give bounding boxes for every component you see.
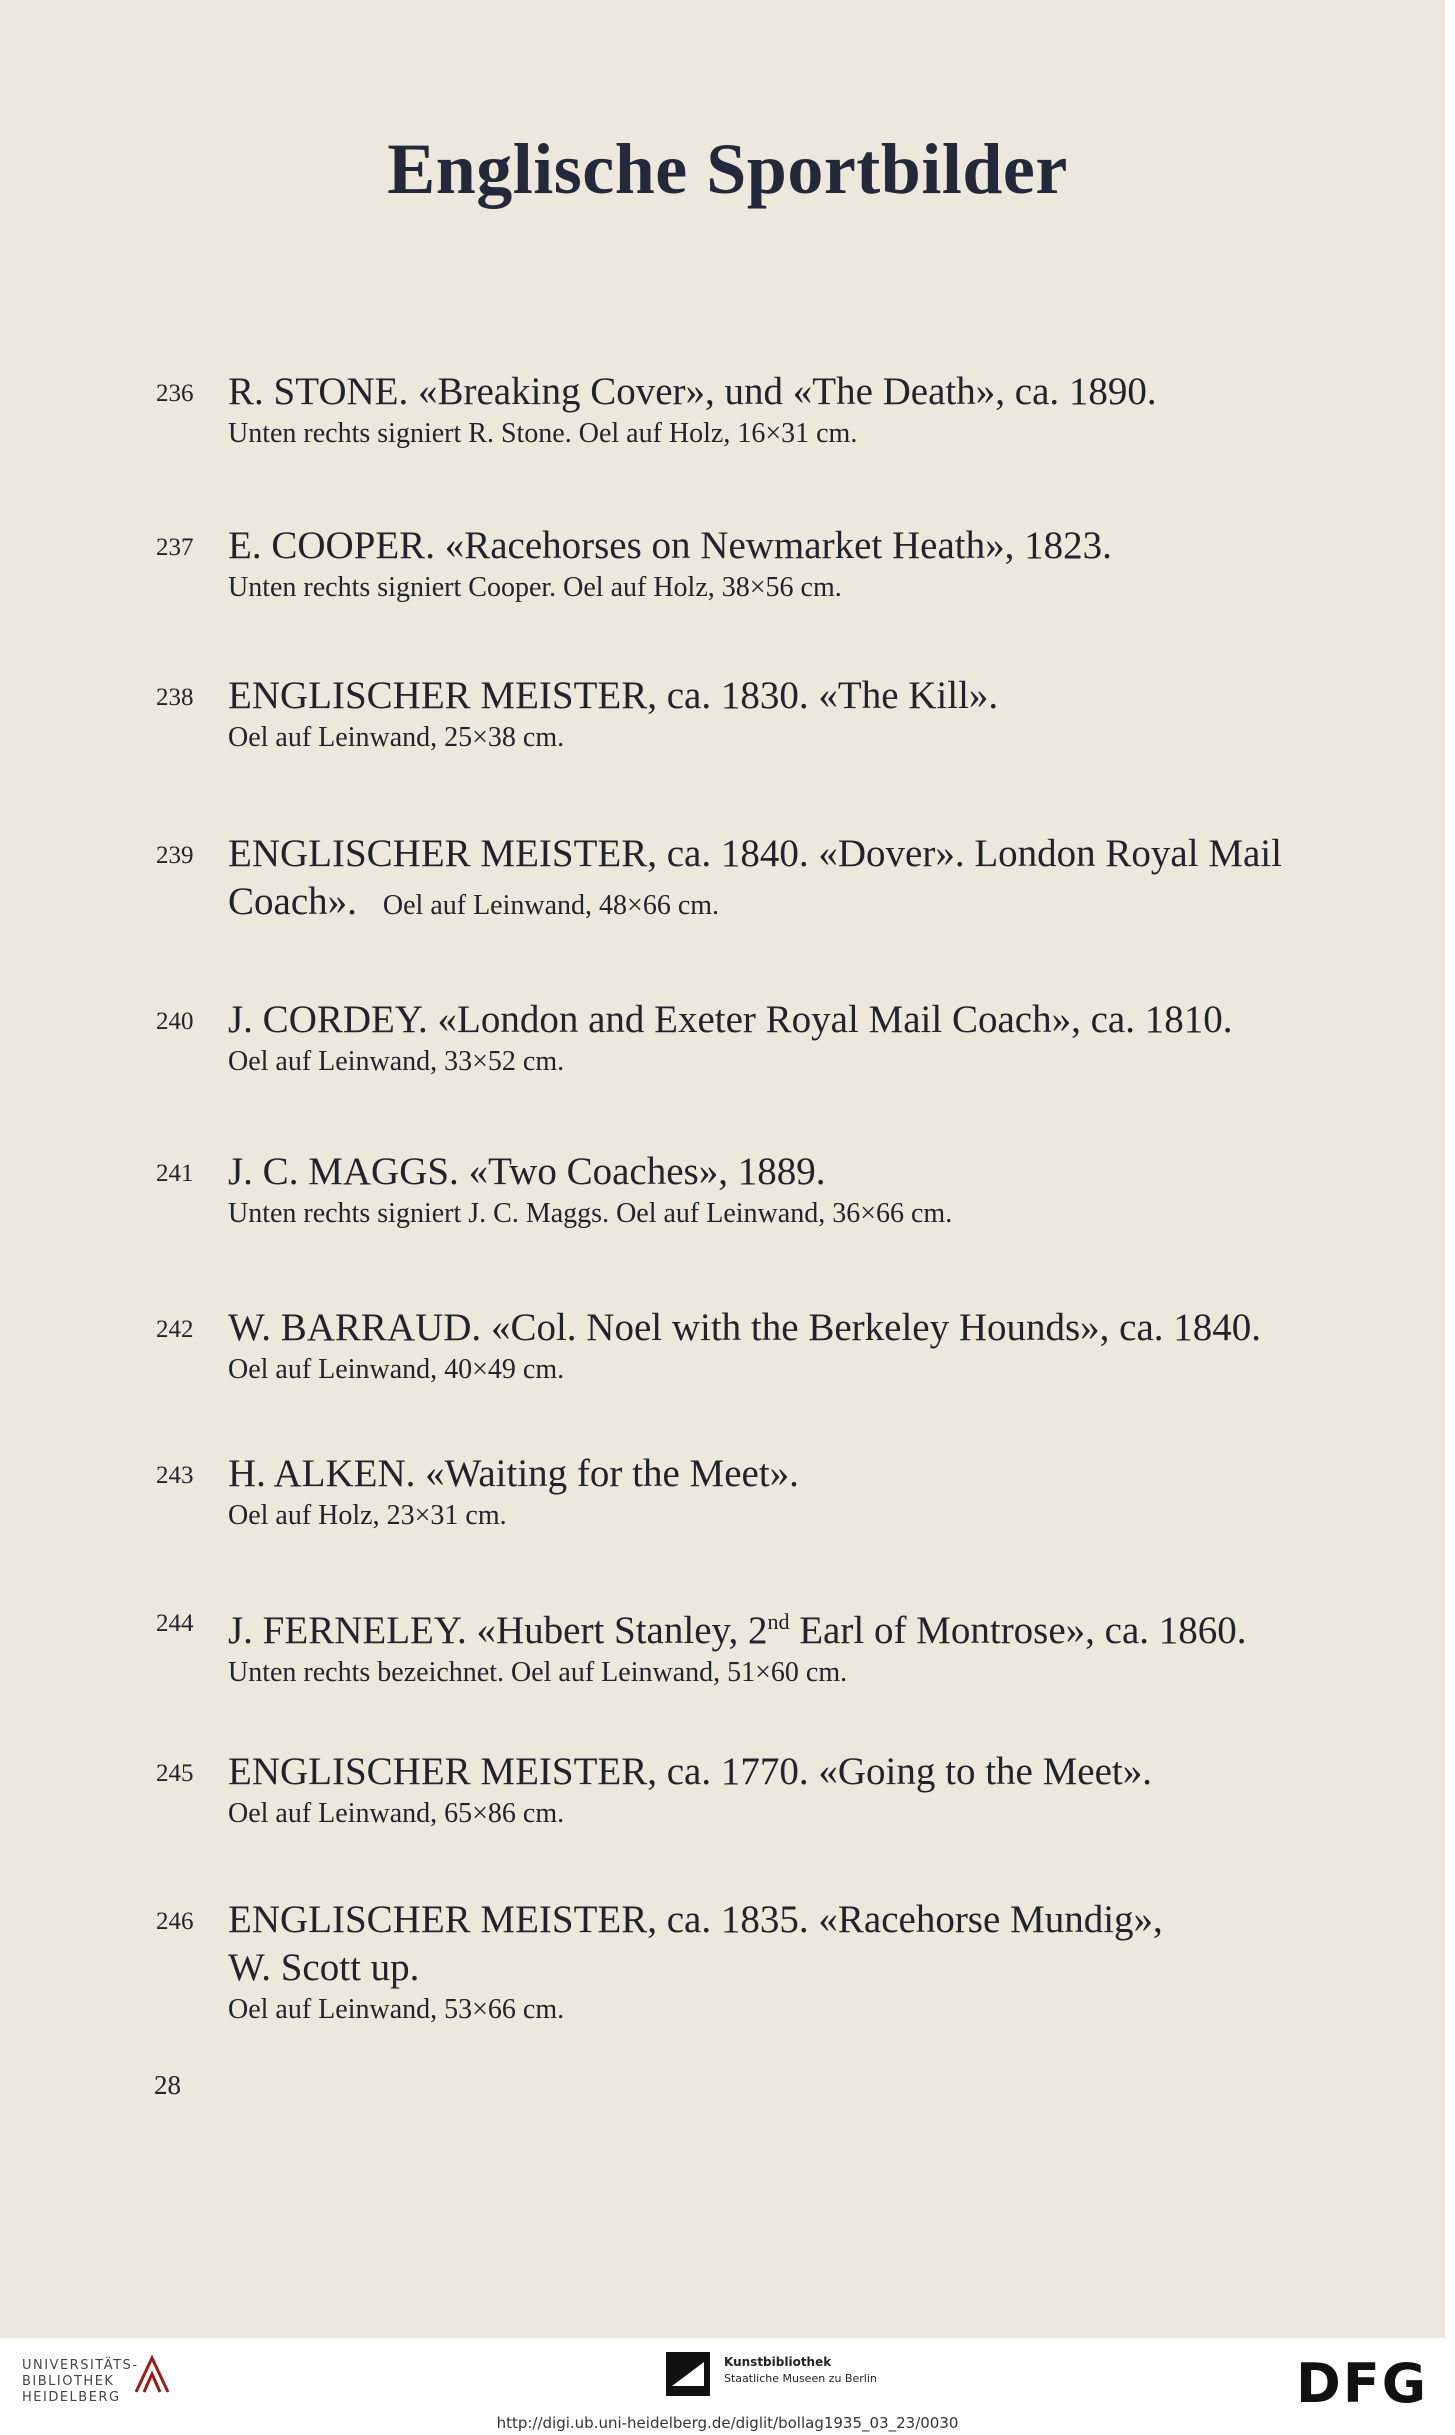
entry-text: «Waiting for the Meet». [425, 1452, 799, 1495]
entry-text: «Breaking Cover», und «The Death», ca. 1890. [417, 370, 1157, 413]
entry-number: 243 [156, 1462, 194, 1489]
entry-artist: W. BARRAUD. [228, 1306, 482, 1349]
entry-number: 244 [156, 1610, 194, 1637]
entry-number: 237 [156, 534, 194, 561]
page-edge [1445, 0, 1455, 2338]
source-url[interactable]: http://digi.ub.uni-heidelberg.de/diglit/bollag1935_03_23/0030 [496, 2414, 959, 2432]
entry-details: Unten rechts signiert Cooper. Oel auf Holz, 38×56 cm. [228, 572, 842, 603]
entry-number: 241 [156, 1160, 194, 1187]
entry-text: ca. 1840. «Dover». London Royal Mail [666, 832, 1282, 875]
entry-artist: H. ALKEN. [228, 1452, 416, 1495]
entry-text: ca. 1830. «The Kill». [666, 674, 999, 717]
entry-details: Oel auf Holz, 23×31 cm. [228, 1500, 507, 1531]
kunstbibliothek-label: Kunstbibliothek Staatliche Museen zu Berlin [724, 2355, 877, 2385]
entry-artist: ENGLISCHER MEISTER, [228, 674, 657, 717]
entry-details: Oel auf Leinwand, 53×66 cm. [228, 1994, 565, 2025]
dfg-logo: DFG [1296, 2352, 1429, 2415]
entry-details: Oel auf Leinwand, 40×49 cm. [228, 1354, 565, 1385]
entry-number: 246 [156, 1908, 194, 1935]
entry-number: 238 [156, 684, 194, 711]
page-title: Englische Sportbilder [387, 129, 1068, 209]
page-number: 28 [154, 2070, 181, 2100]
entry-artist: ENGLISCHER MEISTER, [228, 1898, 657, 1941]
footer-bar [0, 2338, 1455, 2435]
entry-text: ca. 1770. «Going to the Meet». [666, 1750, 1152, 1793]
entry-artist: E. COOPER. [228, 524, 435, 567]
entry-details: Oel auf Leinwand, 33×52 cm. [228, 1046, 565, 1077]
entry-artist: ENGLISCHER MEISTER, [228, 1750, 657, 1793]
entry-details: Oel auf Leinwand, 25×38 cm. [228, 722, 565, 753]
entry-text-line2: Coach». [228, 880, 357, 923]
entry-text: «London and Exeter Royal Mail Coach», ca. 1810. [437, 998, 1233, 1041]
entry-text: ca. 1835. «Racehorse Mundig», [666, 1898, 1163, 1941]
entry-text-line2: W. Scott up. [228, 1946, 420, 1989]
entry-text: «Two Coaches», 1889. [468, 1150, 826, 1193]
entry-artist: J. FERNELEY. [228, 1609, 467, 1652]
entry-artist: ENGLISCHER MEISTER, [228, 832, 657, 875]
university-logo-icon [130, 2352, 174, 2398]
entry-text: «Hubert Stanley, 2nd Earl of Montrose», ca. 1860. [476, 1609, 1247, 1652]
entry-number: 245 [156, 1760, 194, 1787]
university-library-label: UNIVERSITÄTS- BIBLIOTHEK HEIDELBERG [22, 2358, 139, 2405]
kunstbibliothek-logo-icon [666, 2352, 710, 2396]
entry-number: 236 [156, 380, 194, 407]
entry-artist: R. STONE. [228, 370, 409, 413]
entry-number: 242 [156, 1316, 194, 1343]
entry-details: Unten rechts signiert R. Stone. Oel auf Holz, 16×31 cm. [228, 418, 858, 449]
entry-details: Oel auf Leinwand, 65×86 cm. [228, 1798, 565, 1829]
entry-text: «Racehorses on Newmarket Heath», 1823. [444, 524, 1112, 567]
entry-text: «Col. Noel with the Berkeley Hounds», ca. 1840. [490, 1306, 1262, 1349]
entry-details: Oel auf Leinwand, 48×66 cm. [382, 890, 720, 921]
entry-artist: J. C. MAGGS. [228, 1150, 459, 1193]
entry-details: Unten rechts bezeichnet. Oel auf Leinwand, 51×60 cm. [228, 1657, 848, 1688]
entry-number: 240 [156, 1008, 194, 1035]
entry-number: 239 [156, 842, 194, 869]
entry-artist: J. CORDEY. [228, 998, 428, 1041]
entry-details: Unten rechts signiert J. C. Maggs. Oel auf Leinwand, 36×66 cm. [228, 1198, 953, 1229]
